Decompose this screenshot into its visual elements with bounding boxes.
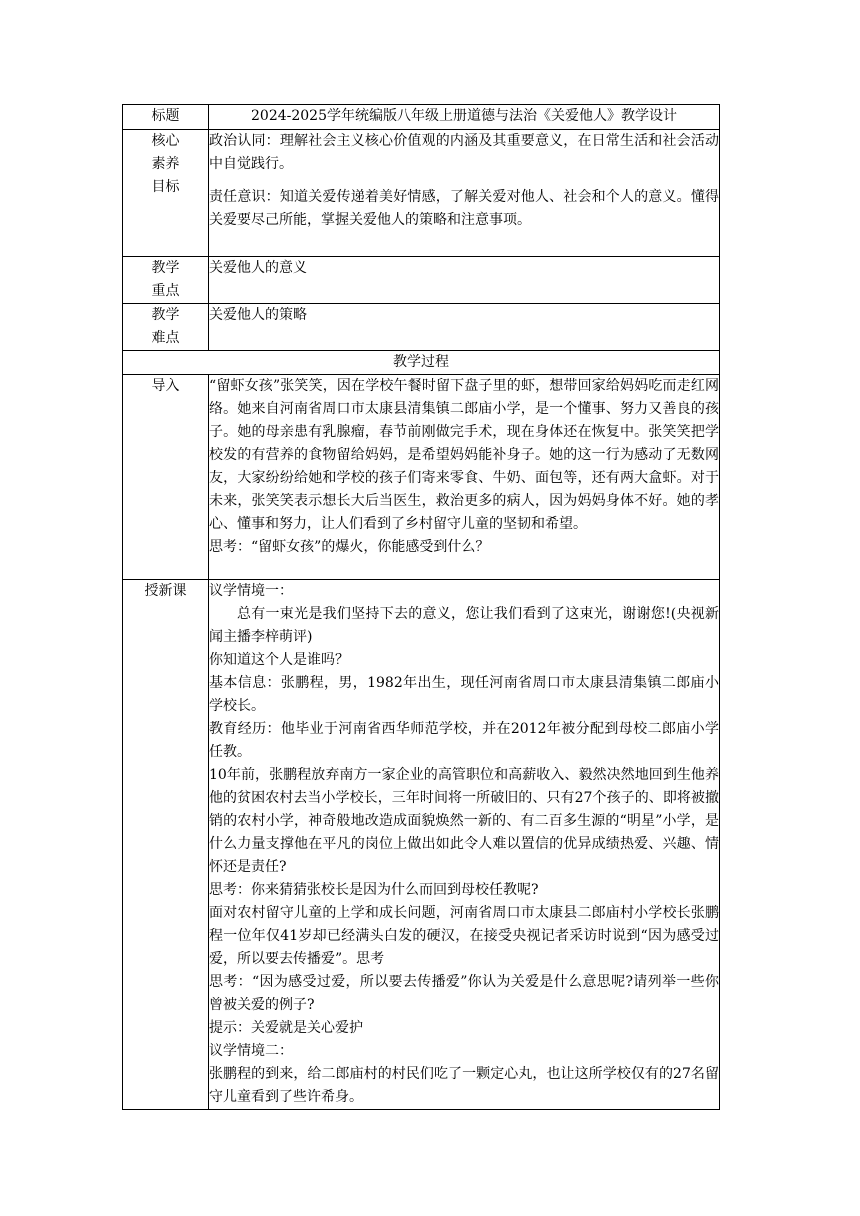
key-point-row [123,257,720,304]
question-text: 思考：你来猜猜张校长是因为什么而回到母校任教呢? [209,882,539,898]
political-identity-text: 政治认同：理解社会主义核心价值观的内涵及其重要意义，在日常生活和社会活动中自觉践行。 [209,133,719,172]
title-row [123,105,720,130]
responsibility-text: 责任意识：知道关爱传递着美好情感，了解关爱对他人、社会和个人的意义。懂得关爱要尽己所能，掌握关爱他人的策略和注意事项。 [209,189,719,228]
scenario-two-text: 张鹏程的到来，给二郎庙村的村民们吃了一颗定心丸，也让这所学校仅有的27名留守儿童看到了些许希身。 [209,1066,719,1105]
core-literacy-label [123,130,209,257]
label-line: 素养 [151,156,180,172]
core-literacy-content [209,130,720,257]
intro-story-text: “留虾女孩”张笑笑，因在学校午餐时留下盘子里的虾，想带回家给妈妈吃而走红网络。她来自河南省周口市太康县清集镇二郎庙小学，是一个懂事、努力又善良的孩子。她的母亲患有乳腺瘤，春节前刚做完手术，现在身体还在恢复中。张笑笑把学校发的有营养的食物留给妈妈，是希望妈妈能补身子。她的这一行为感动了无数网友，大家纷纷给她和学校的孩子们寄来零食、牛奶、面包等，还有两大盒虾。对于未来，张笑笑表示想长大后当医生，救治更多的病人，因为妈妈身体不好。她的孝心、懂事和努力，让人们看到了乡村留守儿童的坚韧和希望。 [209,378,719,532]
hint-text: 提示：关爱就是关心爱护 [209,1020,363,1036]
difficult-point-row [123,304,720,351]
process-heading: 教学过程 [123,351,720,375]
scenario-one-heading: 议学情境一： [209,583,293,599]
new-lesson-row [123,580,720,1110]
core-literacy-row [123,130,720,257]
difficult-point-label [123,304,209,351]
difficult-point-value: 关爱他人的策略 [209,304,720,351]
education-text: 教育经历：他毕业于河南省西华师范学校，并在2012年被分配到母校二郎庙小学任教。 [209,721,719,760]
question-text: 你知道这个人是谁吗？ [209,652,349,668]
label-line: 教学 [151,307,180,323]
scenario-two-heading: 议学情境二： [209,1043,293,1059]
intro-row [123,375,720,580]
document-title: 2024-2025学年统编版八年级上册道德与法治《关爱他人》教学设计 [209,105,720,130]
question-text: 思考：“因为感受过爱，所以要去传播爱”你认为关爱是什么意思呢?请列举一些你曾被关爱的例子? [209,974,719,1013]
label-line: 目标 [151,179,180,195]
title-label: 标题 [123,105,209,130]
intro-question-text: 思考：“留虾女孩”的爆火，你能感受到什么？ [209,539,490,555]
key-point-value: 关爱他人的意义 [209,257,720,304]
story-text: 10年前，张鹏程放弃南方一家企业的高管职位和高薪收入、毅然决然地回到生他养他的贫困农村去当小学校长，三年时间将一所破旧的、只有27个孩子的、即将被撤销的农村小学，神奇般地改造成面貌焕然一新的、有二百多生源的“明星”小学，是什么力量支撑他在平凡的岗位上做出如此令人难以置信的优异成绩热爱、兴趣、情怀还是责任? [209,767,719,875]
interview-text: 面对农村留守儿童的上学和成长问题，河南省周口市太康县二郎庙村小学校长张鹏程一位年仅41岁却已经满头白发的硬汉，在接受央视记者采访时说到“因为感受过爱，所以要去传播爱”。思考 [209,905,719,967]
intro-content [209,375,720,580]
lesson-plan-table [122,104,720,1110]
label-line: 教学 [151,260,180,276]
label-line: 重点 [151,283,180,299]
label-line: 核心 [151,133,180,149]
new-lesson-label: 授新课 [123,580,209,1110]
intro-label: 导入 [123,375,209,580]
news-quote-text: 总有一束光是我们坚持下去的意义，您让我们看到了这束光，谢谢您!(央视新闻主播李梓萌评) [209,606,719,645]
process-heading-row [123,351,720,375]
label-line: 难点 [151,330,180,346]
new-lesson-content [209,580,720,1110]
key-point-label [123,257,209,304]
basic-info-text: 基本信息：张鹏程，男，1982年出生，现任河南省周口市太康县清集镇二郎庙小学校长。 [209,675,719,714]
